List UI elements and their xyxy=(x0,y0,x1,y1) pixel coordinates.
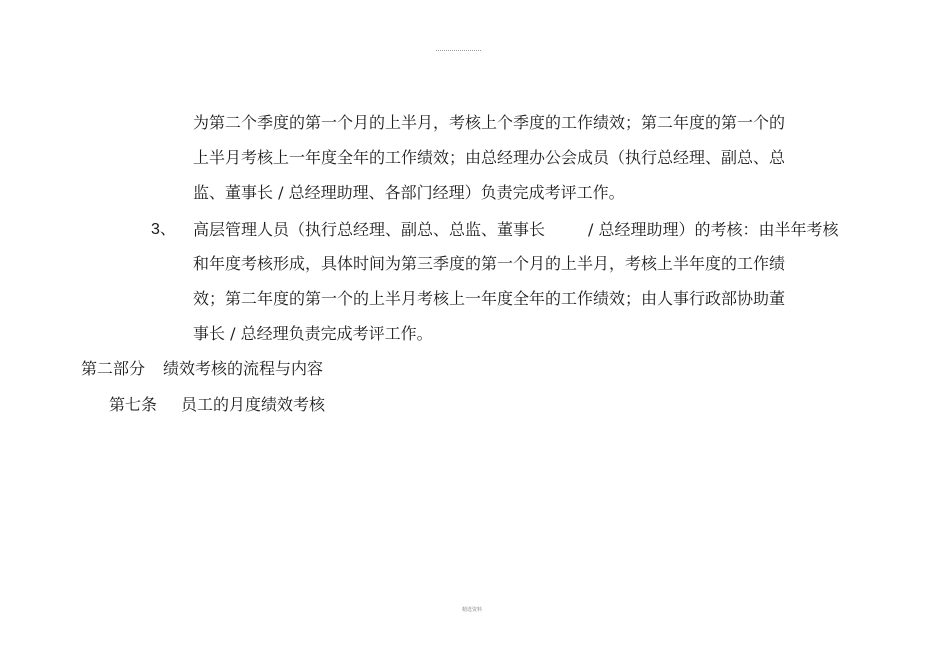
list-item-text: / 总经理助理）的考核：由半年考核 xyxy=(588,220,839,239)
paragraph-line: 上半月考核上一年度全年的工作绩效；由总经理办公会成员（执行总经理、副总、总 xyxy=(193,148,786,167)
list-item-number: 3、 xyxy=(151,221,176,238)
header-dotted-rule xyxy=(436,50,481,51)
article-label: 第七条 xyxy=(109,395,158,414)
paragraph-line: 为第二个季度的第一个月的上半月，考核上个季度的工作绩效；第二年度的第一个的 xyxy=(193,113,786,132)
list-item-text: 效；第二年度的第一个的上半月考核上一年度全年的工作绩效；由人事行政部协助董 xyxy=(193,289,786,308)
section-title: 绩效考核的流程与内容 xyxy=(163,359,324,378)
list-item-text: 和年度考核形成，具体时间为第三季度的第一个月的上半月，考核上半年度的工作绩 xyxy=(193,254,786,273)
article-title: 员工的月度绩效考核 xyxy=(181,395,326,414)
list-item-text: 高层管理人员（执行总经理、副总、总监、董事长 xyxy=(193,220,546,239)
paragraph-line: 监、董事长 / 总经理助理、各部门经理）负责完成考评工作。 xyxy=(193,183,625,202)
list-item-text: 事长 / 总经理负责完成考评工作。 xyxy=(193,324,433,343)
footer-caption: 精选资料 xyxy=(462,607,483,613)
section-label: 第二部分 xyxy=(81,359,146,378)
